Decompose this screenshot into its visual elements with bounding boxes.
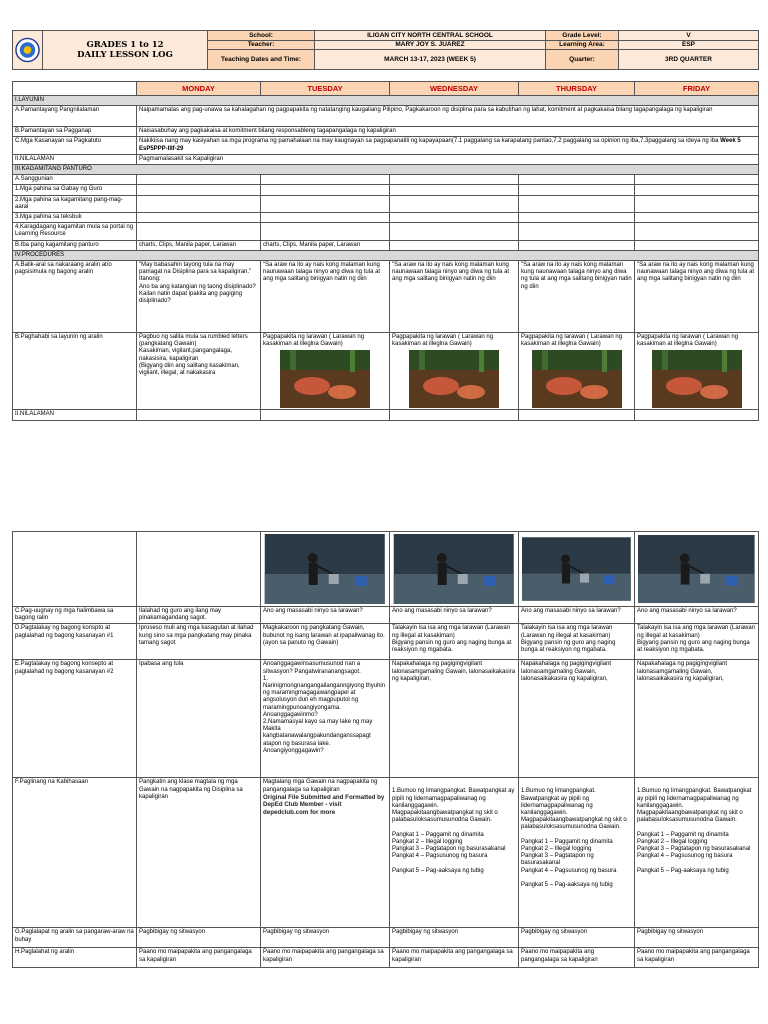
cell-friday: Talakayin isa isa ang mga larawan (Larawan ng illegal at kasakiman) Bigyang pansin ng guro ang naging bunga at reaksiyon ng mgabata. xyxy=(635,624,759,660)
man-dumping-trash-in-river-photo xyxy=(393,534,515,604)
cell-thursday: Ano ang masasabi ninyo sa larawan? xyxy=(519,607,635,624)
row-content: Naipamamalas ang pag-unawa sa kahalagahan ng pagpapakita ng natatanging kaugaliang Pilipino, Pagkakaroon ng disiplina para sa kabutihan ng lahat, komitment at pagkakaisa bilang tagapangalaga ng kapaligiran xyxy=(137,106,759,127)
row-label: C.Mga Kasanayan sa Pagkatuto xyxy=(13,137,137,154)
lesson-table-page-1 xyxy=(12,81,759,421)
cut-tree-stumps-photo xyxy=(652,350,742,408)
cell-wednesday: Talakayin isa isa ang mga larawan (Larawan ng illegal at kasakiman) Bigyang pansin ng guro ang naging bunga at reaksiyon ng mgabata. xyxy=(390,624,519,660)
section-kagamitan: III.KAGAMITANG PANTURO xyxy=(13,165,759,175)
cell-wednesday: Pagbibigay ng sitwasyon xyxy=(390,928,519,948)
quarter-value: 3RD QUARTER xyxy=(619,50,759,70)
watermark-text: Original File Submitted and Formatted by DepEd Club Member - visit depedclub.com for more xyxy=(263,793,385,816)
man-dumping-trash-in-river-photo xyxy=(522,534,631,604)
cell-thursday xyxy=(519,532,635,607)
cell-friday: "Sa araw na ito ay nais kong malaman kung naunawaan talaga ninyo ang diwa ng tula at ang mga salitang binigyan natin ng diin xyxy=(635,261,759,333)
cell-tuesday: Ano ang masasabi ninyo sa larawan? xyxy=(261,607,390,624)
kasanayan-code: Week 5 EsP5PPP-IIIf-29 xyxy=(139,138,741,152)
cell-monday: Ilalahad ng guro ang ilang may pinakamagandang sagot. xyxy=(137,607,261,624)
cell-tuesday xyxy=(261,778,390,928)
row-label: 4.Karagdagang kagamitan mula sa portal ng Learning Resource xyxy=(13,223,137,240)
day-friday: FRIDAY xyxy=(635,82,759,96)
teacher-label: Teacher: xyxy=(208,41,315,50)
cell-wednesday: Ano ang masasabi ninyo sa larawan? xyxy=(390,607,519,624)
school-value: ILIGAN CITY NORTH CENTRAL SCHOOL xyxy=(315,31,546,41)
row-label: G.Paglalapat ng aralin sa pangaraw-araw na buhay xyxy=(13,928,137,948)
row-label: 3.Mga pahina sa teksbuk xyxy=(13,213,137,223)
row-content: Pagmamalasakit sa Kapaligiran xyxy=(137,154,759,164)
page-title xyxy=(43,31,208,70)
cut-tree-stumps-photo xyxy=(409,350,499,408)
title-line-2: DAILY LESSON LOG xyxy=(77,50,173,60)
row-label: C.Pag-uugnay ng mga halimbawa sa bagong ralin xyxy=(13,607,137,624)
cell-wednesday xyxy=(390,333,519,410)
day-wednesday: WEDNESDAY xyxy=(390,82,519,96)
cell-text: Pagpapakita ng larawan ( Larawan ng kasakiman at illeglna Gawain) xyxy=(521,334,623,348)
dates-label: Teaching Dates and Time: xyxy=(208,50,315,70)
cut-tree-stumps-photo xyxy=(532,350,622,408)
area-value: ESP xyxy=(619,41,759,50)
row-label: II.NILALAMAN xyxy=(13,154,137,164)
header-table xyxy=(12,30,759,70)
section-procedures: IV.PROCEDURES xyxy=(13,250,759,260)
cell-tuesday: "Sa araw na ito ay nais kong malaman kung naunawaan talaga ninyo ang diwa ng tula at ang mga salitang binigyan natin ng diin xyxy=(261,261,390,333)
cell-tuesday xyxy=(261,333,390,410)
row-label: F.Paglinang na Kabihasaan xyxy=(13,778,137,928)
cell-friday: Pagbibigay ng sitwasyon xyxy=(635,928,759,948)
cell-monday: Ipabasa ang tula xyxy=(137,660,261,778)
cell-monday: Pangkatin ang klase magtala ng mga Gawain na nagpapakita ng Disiplina sa kapaligiran xyxy=(137,778,261,928)
row-label: B.Iba pang kagamitang panturo xyxy=(13,240,137,250)
cell-thursday: 1.Bumuo ng limangpangkat. Bawatpangkat ay pipili ng lidernamagpapaliwanag ng kanilanggagawin. Magpapakitaangbawatpangkat ng skit o palabasuloksasumusunodna Gawain. Pangkat 1 – Paggamit ng dinamita Pangkat 2 – Illegal logging Pangkat 3 – Pagtatapon ng basurasakanal Pangkat 4 – Pagsusunog ng basura Pangkat 5 – Pag-aaksaya ng tubig xyxy=(519,778,635,928)
row-label: E.Pagtalakay ng bagong konsepto at paglalahad ng bagong kasanayan #2 xyxy=(13,660,137,778)
deped-seal-icon xyxy=(13,31,43,70)
lesson-table-page-2 xyxy=(12,531,759,968)
cell-friday: 1.Bumuo ng limangpangkat. Bawatpangkat ay pipili ng lidernamagpapaliwanag ng kanilanggagawin. Magpapakitaangbawatpangkat ng skit o palabasuloksasumusunodna Gawain. Pangkat 1 – Paggamit ng dinamita Pangkat 2 – Illegal logging Pangkat 3 – Pagtatapon ng basurasakanal Pangkat 4 – Pagsusunog ng basura Pangkat 5 – Pag-aaksaya ng tubig xyxy=(635,778,759,928)
cell-tuesday: Magkakaroon ng pangkatang Gawain, bubunot ng isang larawan at ipapaliwanag ito. (ayon sa panuto ng Gawain) xyxy=(261,624,390,660)
row-label: A.Pamantayang Pangnilalaman xyxy=(13,106,137,127)
day-thursday: THURSDAY xyxy=(519,82,635,96)
cell-monday: Paano mo maipapakita ang pangangalaga sa kapaligiran xyxy=(137,948,261,968)
cell-friday xyxy=(635,333,759,410)
corner-cell xyxy=(13,82,137,96)
cell-tuesday: Paano mo maipapakita ang pangangalaga sa kapaligiran xyxy=(261,948,390,968)
teacher-value: MARY JOY S. JUAREZ xyxy=(315,41,546,50)
cell-monday: Pagbuo ng salita mula sa rumbled letters (pangkatang Gawain) Kasakiman, vigilant,pangangalaga, nakasisira, kapaligiran (Bigyang diin ang salitang kasakiman, vigilant, illegal, at nakakasira xyxy=(137,333,261,410)
man-dumping-trash-in-river-photo xyxy=(638,534,755,604)
man-dumping-trash-in-river-photo xyxy=(264,534,386,604)
cell-friday: Napakahalaga ng pagigingvigilant lalonasamgamaling Gawain, lalonasaikakasira ng kapaligiran, xyxy=(635,660,759,778)
row-label: II.NILALAMAN xyxy=(13,410,137,420)
cell-thursday: Talakayin isa isa ang mga larawan (Larawan ng illegal at kasakiman) Bigyang pansin ng guro ang naging bunga at reaksiyon ng mgabata. xyxy=(519,624,635,660)
row-content xyxy=(137,137,759,154)
cell-monday: Pagbibigay ng sitwasyon xyxy=(137,928,261,948)
row-label: B.Pamantayan sa Pagganap xyxy=(13,127,137,137)
cell-thursday: Napakahalaga ng pagigingvigilant lalonasamgamaling Gawain, lalonasaikakasira ng kapaligiran, xyxy=(519,660,635,778)
cell-tuesday xyxy=(261,532,390,607)
day-monday: MONDAY xyxy=(137,82,261,96)
cell-monday: Iproseso muli ang mga kasagutan at ilahad kung sino sa mga pangkatang may pinaka tamang sagot xyxy=(137,624,261,660)
cell-monday: charts, Clips, Manila paper, Larawan xyxy=(137,240,261,250)
cell-tuesday: Anoanggagawinsasumusunod nan a sitwasyon? Pangatwirananangsagot. 1. Narinigmongnangangailanganngiyong thyuhin ng maramingmagagawangpapel at angsolusyon dun eh magpuputol ng maramingpunoangiyongama. Anoanggagawinmo? 2.Namamasyal kayo sa may lake ng may Makita kangbatanawalangpakundanganssapagt atapon ng basurasa lake. Anoangiyonggagawin? xyxy=(261,660,390,778)
cell-wednesday: 1.Bumuo ng limangpangkat. Bawatpangkat ay pipili ng lidernamagpapaliwanag ng kanilanggagawin. Magpapakitaangbawatpangkat ng skit o palabasuloksasumusunodna Gawain. Pangkat 1 – Paggamit ng dinamita Pangkat 2 – Illegal logging Pangkat 3 – Pagtatapon ng basurasakanal Pangkat 4 – Pagsusunog ng basura Pangkat 5 – Pag-aaksaya ng tubig xyxy=(390,778,519,928)
cell-friday: Paano mo maipapakita ang pangangalaga sa kapaligiran xyxy=(635,948,759,968)
cell-monday: "May babasahin tayong tula na may pamagat na Disiplina para sa kapaligiran." Itanong: Ano ba ang katangian ng taong disiplinado? Kailan natin dapat ipakita ang pagiging disiplinado? xyxy=(137,261,261,333)
cell-thursday xyxy=(519,333,635,410)
cell-friday xyxy=(635,532,759,607)
day-tuesday: TUESDAY xyxy=(261,82,390,96)
cell-friday: Ano ang masasabi ninyo sa larawan? xyxy=(635,607,759,624)
cell-text: Pagpapakita ng larawan ( Larawan ng kasakiman at illeglna Gawain) xyxy=(263,334,365,348)
row-label: 1.Mga pahina sa Gabay ng Guro xyxy=(13,185,137,195)
cell-text: Pagpapakita ng larawan ( Larawan ng kasakiman at illeglna Gawain) xyxy=(392,334,494,348)
cell-tuesday: charts, Clips, Manila paper, Larawan xyxy=(261,240,390,250)
kasanayan-text: Nakikiisa nang may kasiyahan sa mga programa ng pamahalaan na may kaugnayan sa pagpapanatili ng kapayapaan(7.1 paggalang sa karapatang pantao,7.2 paggalang sa opinion ng iba,7.3paggalang sa ideya ng iba xyxy=(139,138,721,145)
area-label: Learning Area: xyxy=(546,41,619,50)
row-label: D.Pagtalakay ng bagong konspto at paglalahad ng bagong kasanayan #1 xyxy=(13,624,137,660)
grade-value: V xyxy=(619,31,759,41)
row-label: H.Paglalahat ng aralin xyxy=(13,948,137,968)
row-label: B.Paghahabi sa layunin ng aralin xyxy=(13,333,137,410)
row-label: A.Balik-aral sa nakaraang aralin at/o pagsisimula ng bagong aralin xyxy=(13,261,137,333)
section-layunin: I.LAYUNIN xyxy=(13,96,759,106)
cell-text: Magtalang mga Gawain na nagpapakita ng pangangalaga sa kapaligiran xyxy=(263,779,378,793)
cell-thursday: Paano mo maipapakita ang pangangalaga sa kapaligiran xyxy=(519,948,635,968)
dates-value: MARCH 13-17, 2023 (WEEK 5) xyxy=(315,50,546,70)
row-label: A.Sanggunian xyxy=(13,175,137,185)
title-line-1: GRADES 1 to 12 xyxy=(86,40,164,50)
grade-label: Grade Level: xyxy=(546,31,619,41)
row-label: 2.Mga pahina sa kagamitang pang-mag-aaral xyxy=(13,195,137,212)
cell-thursday: "Sa araw na ito ay nais kong malaman kung naunawaan talaga ninyo ang diwa ng tula at ang mga salitang binigyan natin ng diin xyxy=(519,261,635,333)
cell-wednesday: Napakahalaga ng pagigingvigilant lalonasamgamaling Gawain, lalonasaikakasira ng kapaligiran, xyxy=(390,660,519,778)
cell-thursday: Pagbibigay ng sitwasyon xyxy=(519,928,635,948)
cell-wednesday: Paano mo maipapakita ang pangangalaga sa kapaligiran xyxy=(390,948,519,968)
school-label: School: xyxy=(208,31,315,41)
cell-wednesday xyxy=(390,532,519,607)
row-content: Naisasabuhay ang pagkakaisa at komitment bilang responsableng tagapangalaga ng kapaligiran xyxy=(137,127,759,137)
quarter-label: Quarter: xyxy=(546,50,619,70)
cell-tuesday: Pagbibigay ng sitwasyon xyxy=(261,928,390,948)
cell-wednesday: "Sa araw na ito ay nais kong malaman kung naunawaan talaga ninyo ang diwa ng tula at ang mga salitang binigyan natin ng diin xyxy=(390,261,519,333)
cut-tree-stumps-photo xyxy=(280,350,370,408)
cell-text: Pagpapakita ng larawan ( Larawan ng kasakiman at illeglna Gawain) xyxy=(637,334,739,348)
